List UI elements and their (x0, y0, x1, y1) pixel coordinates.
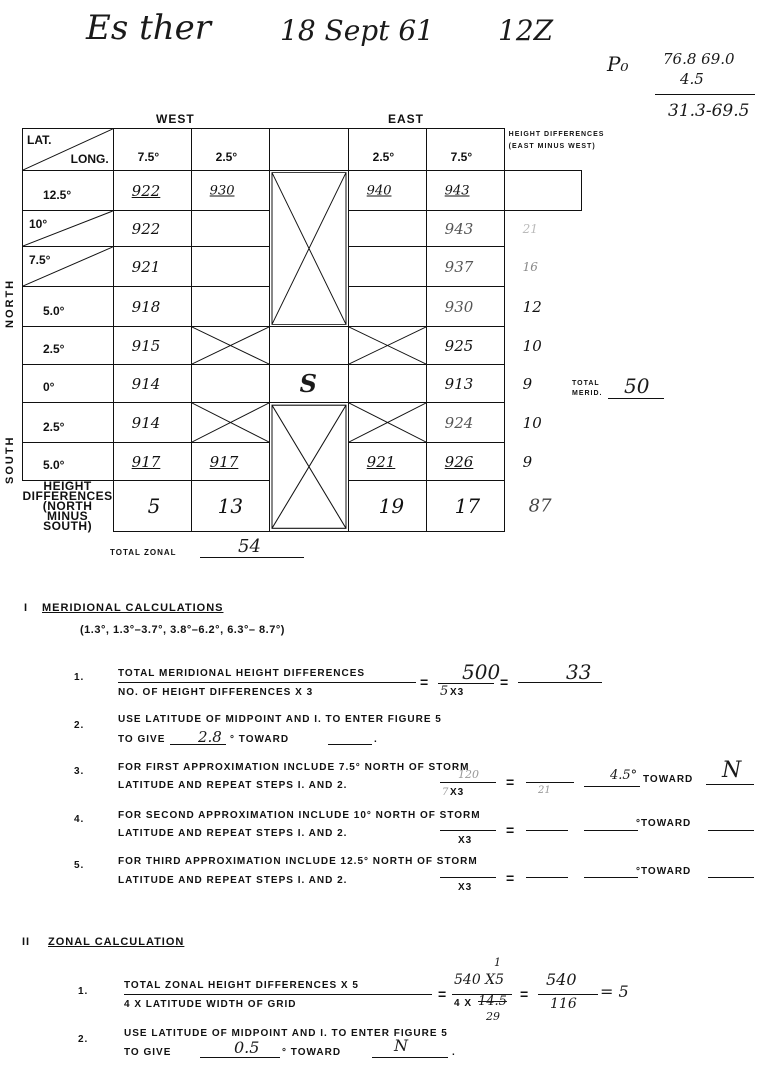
zonal-step2-toward: ° TOWARD (282, 1047, 342, 1058)
cell-2-5n-w75: 915 (113, 327, 191, 365)
zonal-step1-hw-num: 540 X5 (454, 972, 505, 988)
time: 12Z (498, 14, 554, 47)
merid-step2-line1: USE LATITUDE OF MIDPOINT AND I. TO ENTER FIGURE 5 (118, 714, 442, 725)
diff-2-5-north: 10 (522, 336, 542, 355)
merid-step4-dir-line (708, 830, 754, 831)
cell-2-5s-w25-cross (191, 403, 269, 443)
merid-step1-num: 1. (74, 672, 85, 683)
merid-step5-value-line (584, 877, 638, 878)
cell-0-w25 (191, 365, 269, 403)
col-header-e25: 2.5° (348, 129, 426, 171)
cell-2-5n-e75: 925 (426, 327, 504, 365)
zonal-step2-value-line (200, 1057, 280, 1058)
lat-5-south: 5.0° (23, 443, 114, 481)
merid-step4-den: X3 (458, 835, 473, 846)
total-zonal-value: 54 (238, 536, 261, 557)
col-header-w25: 2.5° (191, 129, 269, 171)
cell-10-e25 (348, 211, 426, 247)
merid-step3-num: 3. (74, 766, 85, 777)
diff-5-south: 9 (522, 452, 533, 471)
pressure-label: P₀ (607, 52, 629, 76)
west-label: WEST (156, 112, 195, 126)
total-zonal-label: TOTAL ZONAL (110, 548, 177, 557)
merid-step4-num: 4. (74, 814, 85, 825)
east-label: EAST (388, 112, 425, 126)
merid-step3-den-suffix: X3 (450, 787, 465, 798)
merid-step4-line2: LATITUDE AND REPEAT STEPS I. AND 2. (118, 828, 348, 839)
pressure-result: 31.3-69.5 (668, 101, 750, 121)
merid-step4-toward: °TOWARD (636, 818, 692, 829)
pressure-line-1: 76.8 69.0 (663, 50, 735, 68)
cell-5s-w75: 917 (113, 443, 191, 481)
cell-0-e25 (348, 365, 426, 403)
merid-step3-bar (440, 782, 496, 783)
cell-0-e75: 913 (426, 365, 504, 403)
lat-7-5: 7.5° (23, 247, 114, 287)
merid-section-heading: MERIDIONAL CALCULATIONS (42, 602, 224, 614)
zonal-step2-value: 0.5 (234, 1038, 260, 1057)
cell-0-w75: 914 (113, 365, 191, 403)
merid-step4-value-line (584, 830, 638, 831)
center-2-5n (269, 327, 348, 365)
cell-7-5-w25 (191, 247, 269, 287)
diff-0: 9 (522, 374, 533, 393)
ns-diff-w25: 13 (191, 481, 269, 532)
lat-2-5-south: 2.5° (23, 403, 114, 443)
merid-step5-bar2 (526, 877, 568, 878)
long-header-label: LONG. (70, 152, 109, 166)
merid-step3-line1: FOR FIRST APPROXIMATION INCLUDE 7.5° NORTH OF STORM (118, 762, 470, 773)
ns-diff-sum: 87 (528, 495, 552, 517)
merid-step3-line2: LATITUDE AND REPEAT STEPS I. AND 2. (118, 780, 348, 791)
cell-2-5s-e25-cross (348, 403, 426, 443)
zonal-step1-hw-num2: 540 (546, 970, 577, 989)
cell-7-5-e75: 937 (426, 247, 504, 287)
pressure-sum-line (655, 94, 755, 95)
zonal-step1-eq2: = (520, 986, 530, 1002)
zonal-step1-numerator: TOTAL ZONAL HEIGHT DIFFERENCES X 5 (124, 980, 359, 991)
merid-step3-dir-line (706, 784, 754, 785)
merid-step5-line1: FOR THIRD APPROXIMATION INCLUDE 12.5° NORTH OF STORM (118, 856, 478, 867)
lat-header-label: LAT. (27, 133, 52, 147)
merid-step2-value: 2.8 (198, 728, 222, 746)
merid-step3-value-line (584, 786, 640, 787)
ew-diff-header: HEIGHT DIFFERENCES (EAST MINUS WEST) (508, 130, 605, 150)
merid-step2-give: TO GIVE (118, 734, 166, 745)
storm-name: Es ther (86, 8, 212, 48)
cell-5n-e75: 930 (426, 287, 504, 327)
cell-7-5-w75: 921 (113, 247, 191, 287)
lat-10: 10° (23, 211, 114, 247)
diff-2-5-south: 10 (522, 413, 542, 432)
cell-5s-e75: 926 (426, 443, 504, 481)
cell-10-w75: 922 (113, 211, 191, 247)
storm-center (269, 365, 348, 403)
col-header-e75: 7.5° (426, 129, 504, 171)
cell-7-5-e25 (348, 247, 426, 287)
merid-step3-bar2 (526, 782, 574, 783)
zonal-step1-hw-one: 1 (494, 956, 501, 969)
zonal-step1-hw-den-sub: 29 (486, 1010, 500, 1023)
merid-step2-dir-line (328, 744, 372, 745)
ns-diff-w75: 5 (113, 481, 191, 532)
total-zonal-line (200, 557, 304, 558)
total-merid-value: 50 (624, 374, 650, 398)
merid-step3-toward: TOWARD (643, 774, 694, 785)
merid-step5-dir-line (708, 877, 754, 878)
zonal-step1-denominator: 4 X LATITUDE WIDTH OF GRID (124, 999, 297, 1010)
cell-2-5n-e25-cross (348, 327, 426, 365)
cell-12-5-e75: 943 (426, 171, 504, 211)
merid-step4-bar2 (526, 830, 568, 831)
zonal-step2-line1: USE LATITUDE OF MIDPOINT AND I. TO ENTER FIGURE 5 (124, 1028, 448, 1039)
merid-step2-toward: ° TOWARD (230, 734, 290, 745)
merid-step2-dot: . (374, 734, 378, 745)
zonal-step1-eq1: = (438, 986, 448, 1002)
total-merid-label: TOTAL MERID. (572, 380, 603, 397)
merid-step2-num: 2. (74, 720, 85, 731)
zonal-step1-num: 1. (78, 986, 89, 997)
merid-step4-line1: FOR SECOND APPROXIMATION INCLUDE 10° NORTH OF STORM (118, 810, 481, 821)
zonal-step1-hw-den: 14.5 (478, 994, 507, 1009)
south-label: SOUTH (4, 435, 16, 484)
cell-12-5-w25: 930 (191, 171, 269, 211)
north-label: NORTH (4, 278, 16, 328)
lat-long-header (23, 129, 114, 171)
merid-step1-den-suffix: X3 (450, 687, 465, 698)
diff-12-5 (504, 171, 581, 211)
total-merid-line (608, 398, 664, 399)
merid-step5-bar (440, 877, 496, 878)
zonal-step1-hw-result: = 5 (600, 982, 629, 1001)
cell-12-5-e25: 940 (348, 171, 426, 211)
zonal-section-num: II (22, 936, 31, 948)
cell-12-5-w75: 922 (113, 171, 191, 211)
diff-10: 21 (522, 221, 538, 236)
zonal-section-heading: ZONAL CALCULATION (48, 936, 185, 948)
merid-step5-toward: °TOWARD (636, 866, 692, 877)
merid-ranges: (1.3°, 1.3°–3.7°, 3.8°–6.2°, 6.3°– 8.7°) (80, 624, 285, 636)
cell-10-e75: 943 (426, 211, 504, 247)
pressure-line-2: 4.5 (680, 70, 704, 88)
zonal-step1-hw-den-prefix: 4 X (454, 998, 473, 1009)
zonal-step2-give: TO GIVE (124, 1047, 172, 1058)
cell-5n-w75: 918 (113, 287, 191, 327)
center-upper-cross (269, 171, 348, 327)
cell-2-5s-e75: 924 (426, 403, 504, 443)
merid-step1-hw-den: 5 (440, 684, 449, 699)
merid-step5-line2: LATITUDE AND REPEAT STEPS I. AND 2. (118, 875, 348, 886)
cell-2-5n-w25-cross (191, 327, 269, 365)
merid-step4-eq: = (506, 822, 516, 838)
cell-5n-e25 (348, 287, 426, 327)
merid-step3-hw-eq: 21 (538, 785, 551, 796)
merid-step3-hw-den: 7 (442, 787, 449, 798)
zonal-step1-hw-den2: 116 (550, 996, 577, 1012)
merid-step1-result: 33 (566, 660, 592, 684)
lat-12-5: 12.5° (23, 171, 114, 211)
merid-step5-den: X3 (458, 882, 473, 893)
col-header-w75: 7.5° (113, 129, 191, 171)
diff-5-north: 12 (522, 297, 542, 316)
merid-step1-denominator: NO. OF HEIGHT DIFFERENCES X 3 (118, 687, 314, 698)
zonal-step2-num: 2. (78, 1034, 89, 1045)
merid-step5-num: 5. (74, 860, 85, 871)
merid-step1-eq2: = (500, 674, 510, 690)
zonal-step2-dir-line (372, 1057, 448, 1058)
merid-step1-fraction-bar (118, 682, 416, 683)
ns-diff-e25: 19 (348, 481, 426, 532)
ns-diff-header: HEIGHT DIFFERENCES (NORTH MINUS SOUTH) (22, 479, 113, 533)
ns-diff-e75: 17 (426, 481, 504, 532)
zonal-step1-bar (124, 994, 432, 995)
merid-step4-bar (440, 830, 496, 831)
cell-5n-w25 (191, 287, 269, 327)
merid-step3-hw-num: 120 (458, 768, 479, 781)
lat-2-5-north: 2.5° (23, 327, 114, 365)
cell-5s-w25: 917 (191, 443, 269, 481)
merid-step1-eq1: = (420, 674, 430, 690)
merid-step1-numerator: TOTAL MERIDIONAL HEIGHT DIFFERENCES (118, 668, 366, 679)
merid-step1-hw-num: 500 (462, 660, 501, 684)
cell-2-5s-w75: 914 (113, 403, 191, 443)
merid-section-num: I (24, 602, 29, 614)
merid-step3-eq: = (506, 774, 516, 790)
merid-step5-eq: = (506, 870, 516, 886)
cell-5s-e25: 921 (348, 443, 426, 481)
zonal-step2-dir: N (394, 1036, 408, 1055)
lat-0: 0° (23, 365, 114, 403)
zonal-step2-dot: . (452, 1047, 456, 1058)
diff-7-5: 16 (522, 259, 538, 274)
col-header-center (269, 129, 348, 171)
lat-5-north: 5.0° (23, 287, 114, 327)
zonal-step1-bar3 (538, 994, 598, 995)
merid-step3-value: 4.5° (610, 768, 638, 783)
center-lower-cross (269, 403, 348, 532)
date: 18 Sept 61 (280, 14, 434, 47)
cell-10-w25 (191, 211, 269, 247)
merid-step3-dir: N (722, 758, 742, 783)
storm-symbol: S (299, 369, 318, 398)
